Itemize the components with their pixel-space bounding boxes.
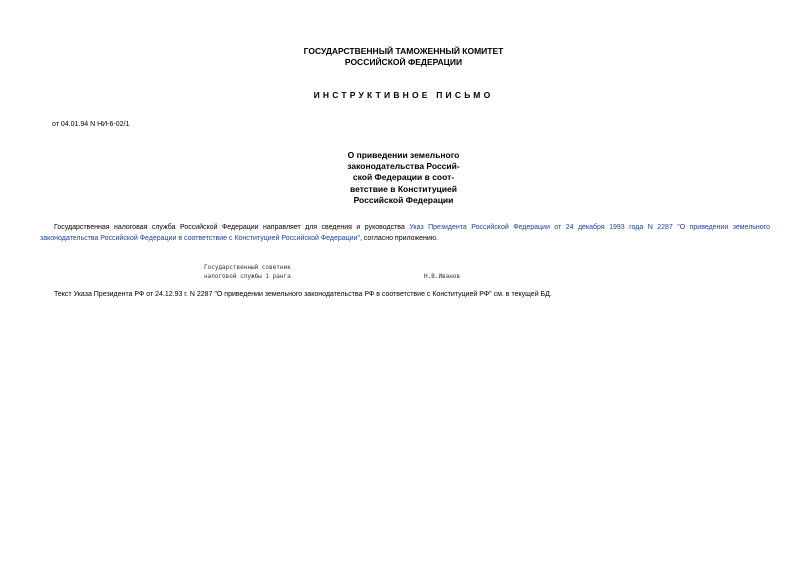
issuer-header bbox=[0, 46, 807, 68]
footnote-text: Текст Указа Президента РФ от 24.12.93 г. N 2287 "О приведении земельного законодательства РФ в соответствие с Конституцией РФ" см. в текущей БД. bbox=[54, 291, 552, 298]
document-type-title: ИНСТРУКТИВНОЕ ПИСЬМО bbox=[313, 90, 494, 100]
signatory-title bbox=[204, 264, 291, 281]
signatory-title-line-1: Государственный советник bbox=[204, 264, 291, 271]
document-subject bbox=[0, 150, 807, 206]
signatory-title-line-2: налоговой службы 1 ранга bbox=[204, 272, 291, 280]
issuer-line-2: РОССИЙСКОЙ ФЕДЕРАЦИИ bbox=[344, 57, 463, 67]
subject-line: ветствие в Конституцией bbox=[350, 183, 457, 194]
issuer-line-1: ГОСУДАРСТВЕННЫЙ ТАМОЖЕННЫЙ КОМИТЕТ bbox=[303, 46, 504, 56]
subject-line: ской Федерации в соот- bbox=[352, 172, 455, 183]
body-text-before: Государственная налоговая служба Российской Федерации направляет для сведения и руководства bbox=[54, 224, 410, 231]
subject-line: законодательства Россий- bbox=[347, 161, 460, 172]
decree-link[interactable]: Указ Президента Российской Федерации от 24 декабря 1993 года N 2287 "О приведении земельного законодательства Российской Федерации в соответствие с Конституцией Российской Федерации" bbox=[40, 224, 770, 242]
body-text-after: , согласно приложению. bbox=[359, 235, 439, 242]
document-date-number: от 04.01.94 N НИ-6-02/1 bbox=[52, 121, 130, 128]
subject-line: О приведении земельного bbox=[347, 150, 460, 160]
subject-line: Российской Федерации bbox=[353, 194, 454, 205]
signatory-name: Н.В.Иванов bbox=[424, 272, 461, 280]
body-paragraph bbox=[40, 222, 770, 244]
